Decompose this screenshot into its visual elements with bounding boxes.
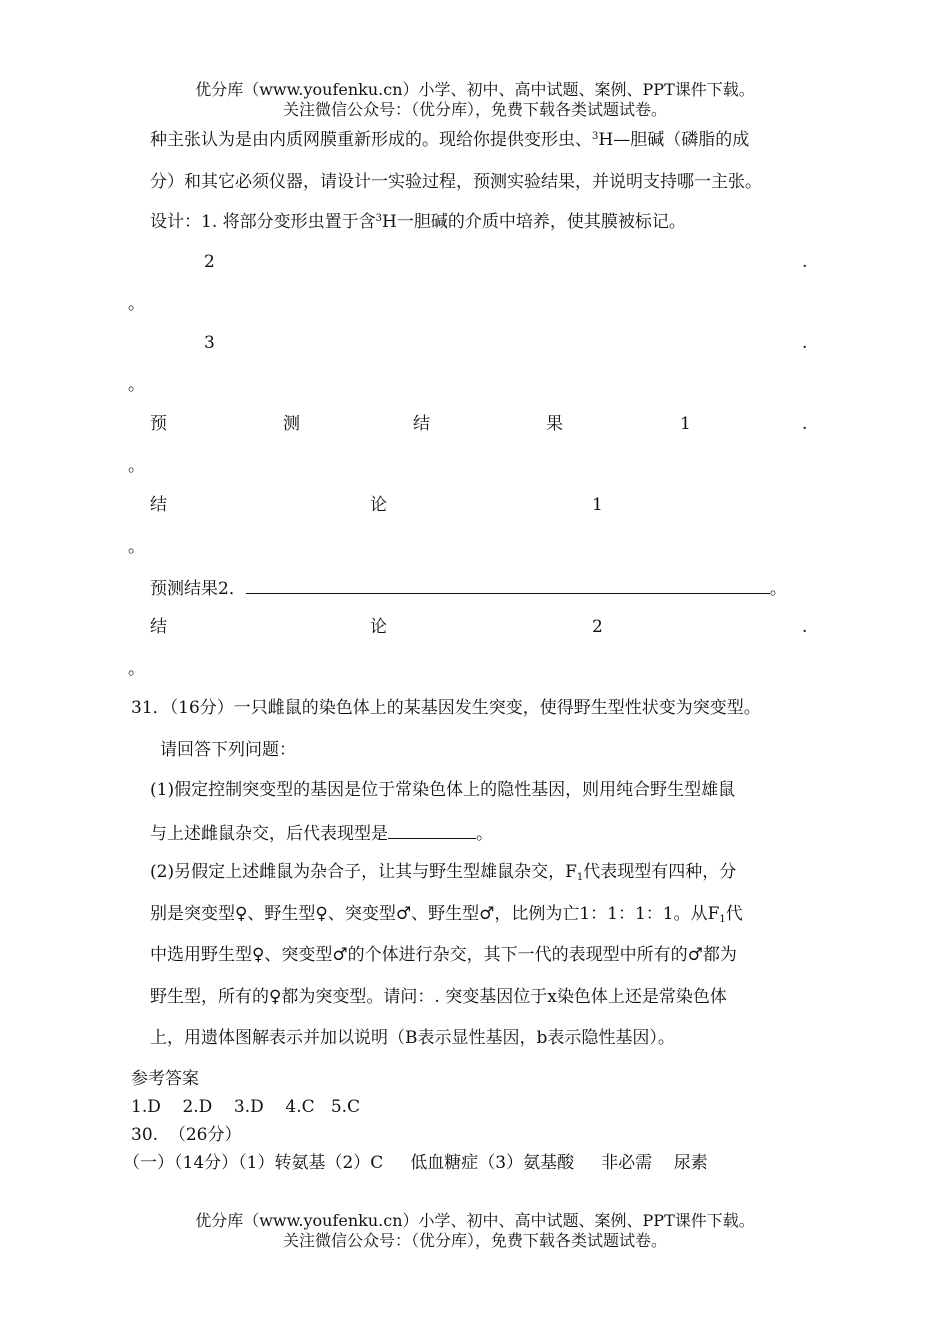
q30-conclusion-2-end-mark: 。	[128, 659, 145, 679]
q30-conclusion-1-number: 1	[592, 495, 603, 515]
answers-q30-heading: 30. （26分）	[131, 1125, 242, 1145]
q30-paragraph-line-2: 分）和其它必须仪器，请设计一实验过程，预测实验结果，并说明支持哪一主张。	[150, 172, 762, 192]
q30-conclusion-2-char-2: 论	[370, 617, 387, 637]
q30-result-1-end-mark: 。	[128, 456, 145, 476]
q30-conclusion-1-end-mark: 。	[128, 537, 145, 557]
q30-design-step-1: 设计：1. 将部分变形虫置于含$^3$H一胆碱的介质中培养，使其膜被标记。	[150, 212, 686, 232]
answers-q30-part-1: （一）（14分）（1）转氨基（2）C 低血糖症（3）氨基酸 非必需 尿素	[123, 1153, 708, 1173]
q31-sub1-line-2: 与上述雌鼠杂交，后代表现型是 。	[150, 824, 493, 844]
q30-conclusion-2-number: 2	[592, 617, 603, 637]
q30-conclusion-1-char-2: 论	[370, 495, 387, 515]
q31-sub2-line-4: 野生型，所有的♀都为突变型。请问：. 突变基因位于x染色体上还是常染色体	[150, 987, 727, 1007]
q30-conclusion-2-end-dot: .	[802, 617, 808, 637]
q30-result-2-blank	[246, 577, 770, 594]
q30-step-2-end-mark: 。	[128, 294, 145, 314]
q30-result-1-char-2: 测	[283, 414, 300, 434]
q30-step-3-end-mark: 。	[128, 375, 145, 395]
q31-sub1-blank	[388, 822, 476, 839]
q31-sub2-line-1: (2)另假定上述雌鼠为杂合子，让其与野生型雄鼠杂交，$F_1$代表现型有四种，分	[150, 862, 737, 883]
q30-result-1-char-1: 预	[150, 414, 167, 434]
q30-step-2-end-dot: .	[802, 252, 808, 272]
q30-result-1-number: 1	[680, 414, 691, 434]
header-line-1: 优分库（www.youfenku.cn）小学、初中、高中试题、案例、PPT课件下载。	[195, 80, 755, 99]
q30-step-2-number: 2	[204, 252, 215, 272]
footer-line-2: 关注微信公众号：（优分库），免费下载各类试题试卷。	[282, 1231, 667, 1250]
q30-paragraph-line-1: 种主张认为是由内质网膜重新形成的。现给你提供变形虫、$^3$H—胆碱（磷脂的成	[150, 130, 750, 150]
header-line-2: 关注微信公众号：（优分库），免费下载各类试题试卷。	[282, 100, 667, 119]
q31-sub2-line-2: 别是突变型♀、野生型♀、突变型♂、野生型♂，比例为亡1：1：1：1。从$F_1$代	[150, 904, 743, 925]
q31-intro: 请回答下列问题：	[160, 740, 296, 760]
q30-result-1-end-dot: .	[802, 414, 808, 434]
q31-sub2-line-3: 中选用野生型♀、突变型♂的个体进行杂交，其下一代的表现型中所有的♂都为	[150, 945, 737, 965]
q30-conclusion-2-char-1: 结	[150, 617, 167, 637]
q30-step-3-end-dot: .	[802, 333, 808, 353]
q31-sub2-line-5: 上，用遗体图解表示并加以说明（B表示显性基因，b表示隐性基因）。	[150, 1028, 675, 1048]
q31-sub1-line-1: (1)假定控制突变型的基因是位于常染色体上的隐性基因，则用纯合野生型雄鼠	[150, 780, 736, 800]
answers-multiple-choice: 1.D 2.D 3.D 4.C 5.C	[131, 1097, 361, 1117]
q30-result-1-char-4: 果	[546, 414, 563, 434]
q30-conclusion-1-char-1: 结	[150, 495, 167, 515]
q31-title: 31．（16分）一只雌鼠的染色体上的某基因发生突变，使得野生型性状变为突变型。	[131, 698, 761, 718]
q30-result-2: 预测结果2． 。	[150, 579, 787, 599]
q30-result-1-char-3: 结	[413, 414, 430, 434]
footer-line-1: 优分库（www.youfenku.cn）小学、初中、高中试题、案例、PPT课件下载。	[195, 1211, 755, 1230]
answers-title: 参考答案	[131, 1069, 199, 1089]
q30-step-3-number: 3	[204, 333, 215, 353]
